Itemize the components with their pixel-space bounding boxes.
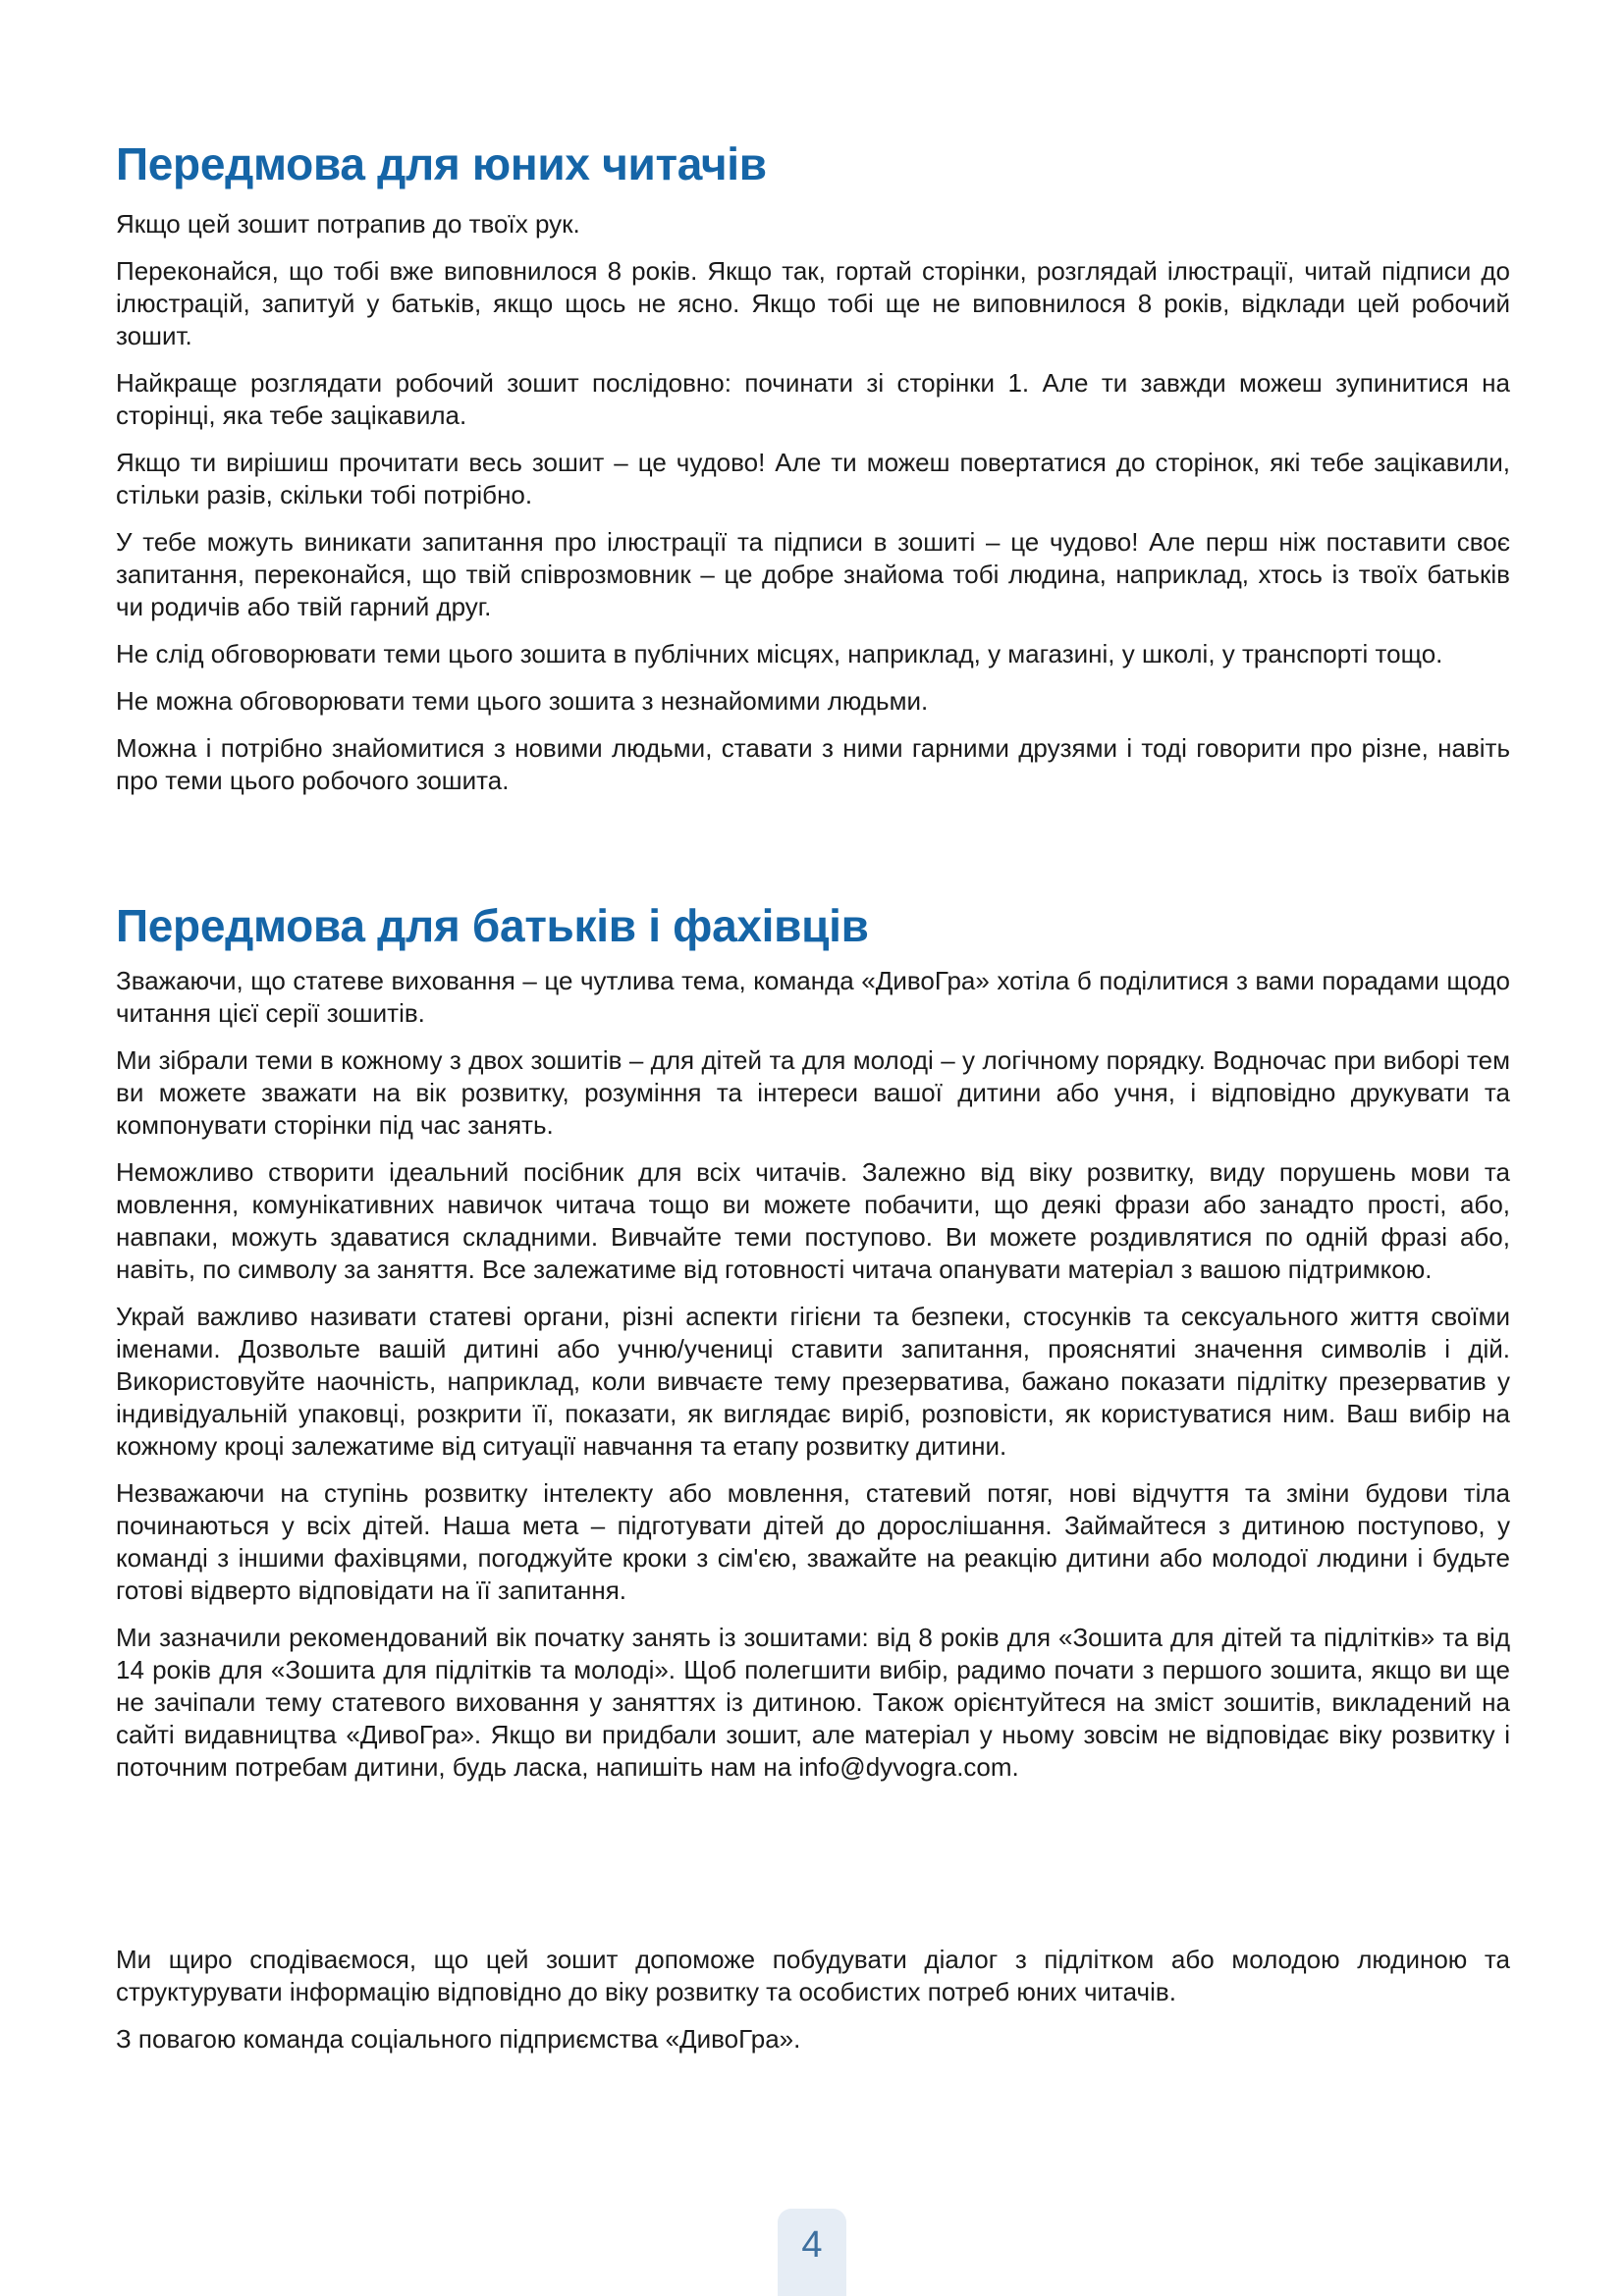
paragraph: Якщо цей зошит потрапив до твоїх рук. — [116, 209, 580, 239]
paragraph: Ми зазначили рекомендований вік початку занять із зошитами: від 8 років для «Зошита для дітей та підлітків» та від 14 років для «Зошита для підлітків та молоді». Щоб полегшити вибір, радимо почати з першого зошита, якщо ви ще не зачіпали тему статевого виховання у заняттях із дитиною. Також орієнтуйтеся на зміст зошитів, викладений на сайті видавництва «ДивоГра». Якщо ви придбали зошит, але матеріал у ньому зовсім не відповідає віку розвитку і поточним потребам дитини, будь ласка, напишіть нам на info@dyvogra.com. — [116, 1623, 1510, 1782]
paragraph: Ми зібрали теми в кожному з двох зошитів – для дітей та для молоді – у логічному порядку. Водночас при виборі тем ви можете зважати на вік розвитку, розуміння та інтереси вашої дитини або учня, і відповідно друкувати та компонувати сторінки під час занять. — [116, 1045, 1510, 1140]
paragraph: Можна і потрібно знайомитися з новими людьми, ставати з ними гарними друзями і тоді говорити про різне, навіть про теми цього робочого зошита. — [116, 733, 1510, 795]
paragraph: Зважаючи, що статеве виховання – це чутлива тема, команда «ДивоГра» хотіла б поділитися з вами порадами щодо читання цієї серії зошитів. — [116, 966, 1510, 1028]
paragraph: Неможливо створити ідеальний посібник для всіх читачів. Залежно від віку розвитку, виду порушень мови та мовлення, комунікативних навичок читача тощо ви можете побачити, що деякі фрази або занадто прості, або, навпаки, можуть здаватися складними. Вивчайте теми поступово. Ви можете роздивлятися по одній фразі або, навіть, по символу за заняття. Все залежатиме від готовності читача опанувати матеріал з вашою підтримкою. — [116, 1157, 1510, 1284]
paragraph: Якщо ти вирішиш прочитати весь зошит – це чудово! Але ти можеш повертатися до сторінок, які тебе зацікавили, стільки разів, скільки тобі потрібно. — [116, 448, 1510, 509]
paragraph: Не слід обговорювати теми цього зошита в публічних місцях, наприклад, у магазині, у школі, у транспорті тощо. — [116, 639, 1443, 668]
paragraph: Ми щиро сподіваємося, що цей зошит допоможе побудувати діалог з підлітком або молодою людиною та структурувати інформацію відповідно до віку розвитку та особистих потреб юних читачів. — [116, 1945, 1510, 2006]
paragraph: Найкраще розглядати робочий зошит послідовно: починати зі сторінки 1. Але ти завжди можеш зупинитися на сторінці, яка тебе зацікавила. — [116, 368, 1510, 430]
page-number: 4 — [778, 2209, 846, 2296]
paragraph: Не можна обговорювати теми цього зошита з незнайомими людьми. — [116, 686, 929, 716]
section-title-young-readers: Передмова для юних читачів — [116, 138, 767, 189]
paragraph: У тебе можуть виникати запитання про ілюстрації та підписи в зошиті – це чудово! Але перш ніж поставити своє запитання, переконайся, що твій співрозмовник – це добре знайома тобі людина, наприклад, хтось із твоїх батьків чи родичів або твій гарний друг. — [116, 527, 1510, 621]
section-young-readers — [116, 208, 1510, 812]
section-parents-specialists — [116, 965, 1510, 1798]
paragraph: Незважаючи на ступінь розвитку інтелекту або мовлення, статевий потяг, нові відчуття та зміни будови тіла починаються у всіх дітей. Наша мета – підготувати дітей до дорослішання. Займайтеся з дитиною поступово, у команді з іншими фахівцями, погоджуйте кроки з сім'єю, зважайте на реакцію дитини або молодої людини і будьте готові відверто відповідати на її запитання. — [116, 1478, 1510, 1605]
paragraph: Переконайся, що тобі вже виповнилося 8 років. Якщо так, гортай сторінки, розглядай ілюстрації, читай підписи до ілюстрацій, запитуй у батьків, якщо щось не ясно. Якщо тобі ще не виповнилося 8 років, відклади цей робочий зошит. — [116, 256, 1510, 350]
closing-section — [116, 1944, 1510, 2070]
section-title-parents-specialists: Передмова для батьків і фахівців — [116, 900, 869, 951]
paragraph: Украй важливо називати статеві органи, різні аспекти гігієни та безпеки, стосунків та сексуального життя своїми іменами. Дозвольте вашій дитині або учню/учениці ставити запитання, прояснятиі значення символів і дій. Використовуйте наочність, наприклад, коли вивчаєте тему презерватива, бажано показати підлітку презерватив у індивідуальній упаковці, розкрити її, показати, як виглядає виріб, розповісти, як користуватися ним. Ваш вибір на кожному кроці залежатиме від ситуації навчання та етапу розвитку дитини. — [116, 1302, 1510, 1461]
signature-line: З повагою команда соціального підприємства «ДивоГра». — [116, 2024, 801, 2054]
